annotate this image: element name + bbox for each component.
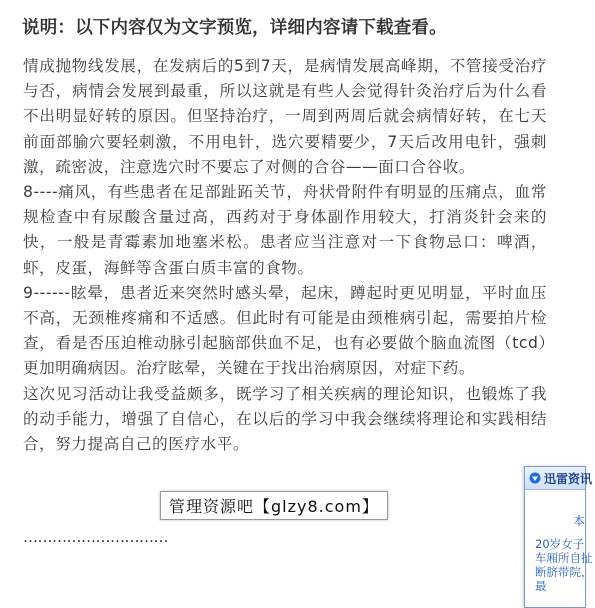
popup-subtitle: 本 xyxy=(573,514,586,528)
preview-notice: 说明：以下内容仅为文字预览，详细内容请下载查看。 xyxy=(22,18,447,38)
site-watermark: 管理资源吧【glzy8.com】 xyxy=(160,491,388,520)
popup-title: 迅雷资讯 xyxy=(544,471,593,486)
paragraph: 这次见习活动让我受益颇多，既学习了相关疾病的理论知识，也锻炼了我的动手能力，增强了自信心，在以后的学习中我会继续将理论和实践相结合，努力提高自己的医疗水平。 xyxy=(23,384,547,454)
paragraph: 8----痛风，有些患者在足部趾跖关节，舟状骨附件有明显的压痛点，血常规检查中有尿酸含量过高，西药对于身体副作用较大，打消炎针会来的快，一般是青霉素加地塞米松。患者应当注意对一下食物忌口：啤酒，虾，皮蛋，海鲜等含蛋白质丰富的食物。 xyxy=(23,183,547,277)
paragraph: 情成抛物线发展，在发病后的5到7天，是病情发展高峰期，不管接受治疗与否，病情会发展到最重，所以这就是有些人会觉得针灸治疗后为什么看不出明显好转的原因。但坚持治疗，一周到两周后就会病情好转，在七天前面部腧穴要轻刺激，不用电针，选穴要精要少，7天后改用电针，强刺激，疏密波，注意选穴时不要忘了对侧的合谷——面口合谷收。 xyxy=(23,57,547,176)
paragraph: 9------眩晕，患者近来突然时感头晕，起床，蹲起时更见明显，平时血压不高，无颈椎疼痛和不适感。但此时有可能是由颈椎病引起，需要拍片检查，看是否压迫椎动脉引起脑部供血不足，也有必要做个脑血流图（tcd）更加明确病因。治疗眩晕，关键在于找出治病原因，对症下药。 xyxy=(23,283,547,378)
truncation-ellipsis: ………………………… xyxy=(23,528,168,546)
news-popup[interactable] xyxy=(524,466,593,608)
thunder-icon xyxy=(529,472,541,484)
document-content xyxy=(23,54,547,457)
popup-news-link[interactable]: 20岁女子车厢所自扯断脐带院，最 xyxy=(535,537,593,593)
popup-header[interactable] xyxy=(525,467,593,490)
